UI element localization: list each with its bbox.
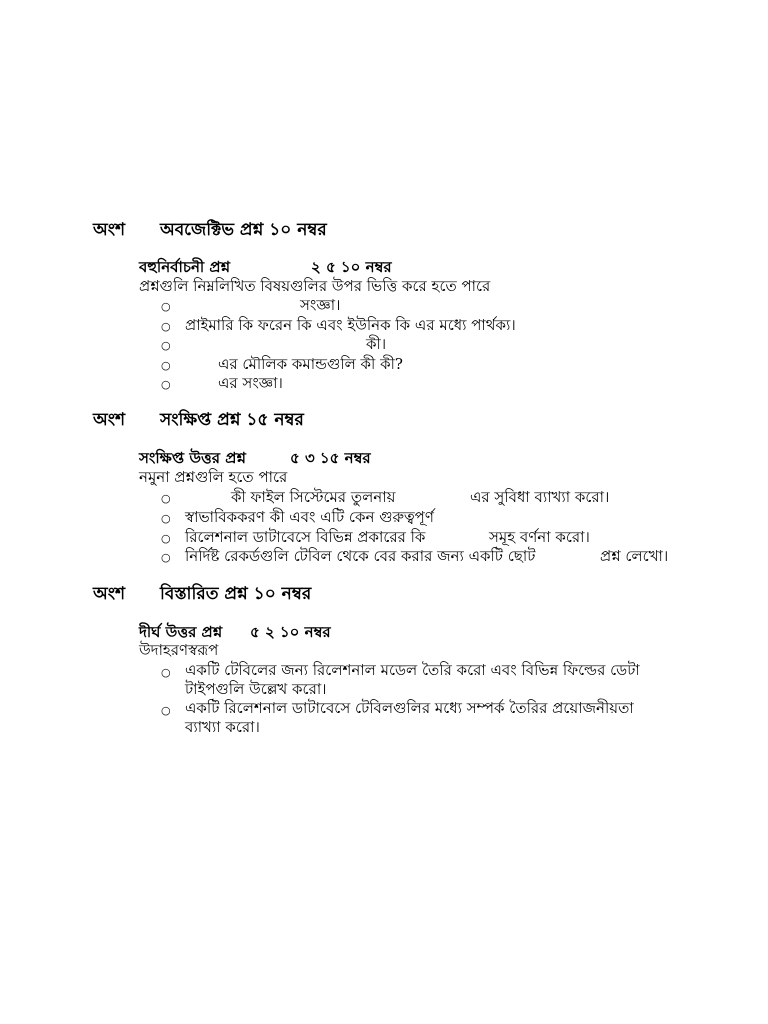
section-1-subtitle: বহুনির্বাচনী প্রশ্ন xyxy=(139,258,231,276)
section-3-subtitle: দীর্ঘ উত্তর প্রশ্ন xyxy=(139,623,223,641)
section-1-title: অবজেক্টিভ প্রশ্ন ১০ নম্বর xyxy=(160,220,327,240)
bullet-icon: ○ xyxy=(161,300,171,313)
list-item: স্বাভাবিককরণ কী এবং এটি কেন গুরুত্বপূর্ণ xyxy=(185,508,434,526)
section-3-title: বিস্তারিত প্রশ্ন ১০ নম্বর xyxy=(160,584,312,604)
list-item: কী ফাইল সিস্টেমের তুলনায় xyxy=(231,488,396,506)
section-2-label: অংশ xyxy=(93,410,126,430)
section-3-intro: উদাহরণস্বরূপ xyxy=(139,641,219,659)
bullet-icon: ○ xyxy=(161,666,171,679)
list-item-line-2: ব্যাখ্যা করো। xyxy=(185,718,260,736)
list-item: এর মৌলিক কমান্ডগুলি কী কী? xyxy=(218,355,403,373)
bullet-icon: ○ xyxy=(161,704,171,717)
list-item: কী। xyxy=(366,335,387,353)
list-item: রিলেশনাল ডাটাবেসে বিভিন্ন প্রকারের কি xyxy=(185,528,426,546)
bullet-icon: ○ xyxy=(161,339,171,352)
section-3-marks: ৫ ২ ১০ নম্বর xyxy=(250,623,331,641)
list-item: সংজ্ঞা। xyxy=(300,296,341,314)
list-item-continuation: সমূহ বর্ণনা করো। xyxy=(489,528,590,546)
bullet-icon: ○ xyxy=(161,512,171,525)
bullet-icon: ○ xyxy=(161,320,171,333)
section-2-intro: নমুনা প্রশ্নগুলি হতে পারে xyxy=(139,468,288,486)
bullet-icon: ○ xyxy=(161,378,171,391)
section-2-marks: ৫ ৩ ১৫ নম্বর xyxy=(290,449,371,467)
section-1-label: অংশ xyxy=(93,220,126,240)
section-1-intro: প্রশ্নগুলি নিম্নলিখিত বিষয়গুলির উপর ভিত্তি করে হতে পারে xyxy=(139,277,491,295)
bullet-icon: ○ xyxy=(161,532,171,545)
list-item-continuation: প্রশ্ন লেখো। xyxy=(600,547,669,565)
list-item: একটি রিলেশনাল ডাটাবেসে টেবিলগুলির মধ্যে সম্পর্ক তৈরির প্রয়োজনীয়তা xyxy=(185,699,634,717)
list-item: একটি টেবিলের জন্য রিলেশনাল মডেল তৈরি করো এবং বিভিন্ন ফিল্ডের ডেটা xyxy=(185,661,640,679)
list-item-line-2: টাইপগুলি উল্লেখ করো। xyxy=(185,680,327,698)
list-item: এর সংজ্ঞা। xyxy=(218,374,283,392)
bullet-icon: ○ xyxy=(161,359,171,372)
section-3-label: অংশ xyxy=(93,584,126,604)
bullet-icon: ○ xyxy=(161,492,171,505)
section-2-subtitle: সংক্ষিপ্ত উত্তর প্রশ্ন xyxy=(139,449,246,467)
list-item: নির্দিষ্ট রেকর্ডগুলি টেবিল থেকে বের করার জন্য একটি ছোট xyxy=(185,547,536,565)
list-item: প্রাইমারি কি ফরেন কি এবং ইউনিক কি এর মধ্যে পার্থক্য। xyxy=(185,316,516,334)
section-2-title: সংক্ষিপ্ত প্রশ্ন ১৫ নম্বর xyxy=(160,410,304,430)
bullet-icon: ○ xyxy=(161,551,171,564)
section-1-marks: ২ ৫ ১০ নম্বর xyxy=(311,258,392,276)
list-item-continuation: এর সুবিধা ব্যাখ্যা করো। xyxy=(470,488,610,506)
